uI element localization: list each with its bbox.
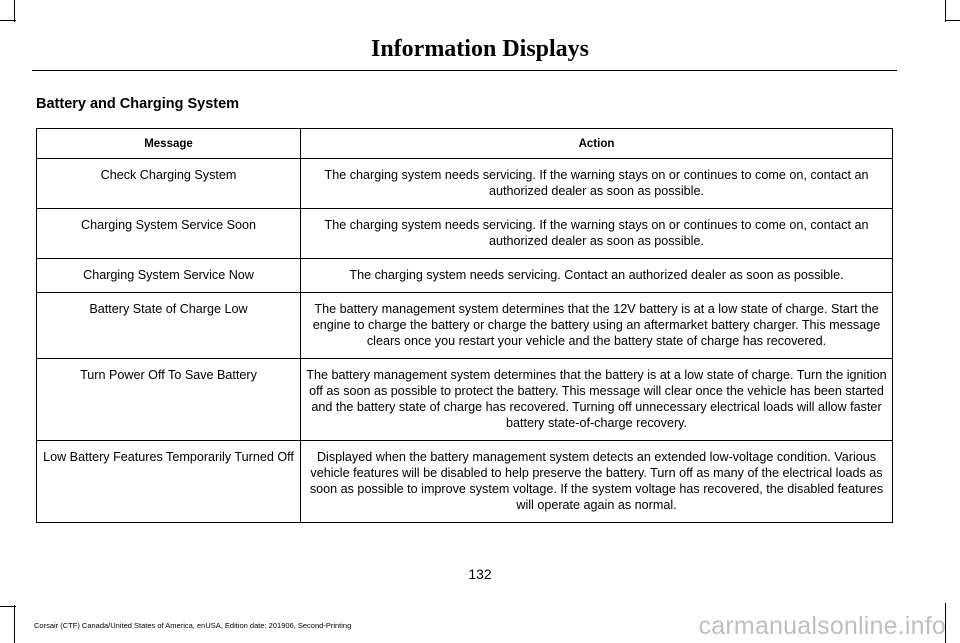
message-cell: Turn Power Off To Save Battery <box>37 359 301 441</box>
crop-mark-top-left-h <box>0 20 16 21</box>
action-cell: Displayed when the battery management system detects an extended low-voltage condition. Various vehicle features will be disabled to help preserve the battery. Turn off as many of the electrical loads as soon as possible to improve system voltage. If the system voltage has recovered, the disabled features will operate again as normal. <box>301 441 893 523</box>
message-cell: Charging System Service Soon <box>37 209 301 259</box>
message-cell: Low Battery Features Temporarily Turned Off <box>37 441 301 523</box>
page-header: Information Displays <box>370 36 590 62</box>
header-message: Message <box>37 129 301 159</box>
action-cell: The charging system needs servicing. If the warning stays on or continues to come on, contact an authorized dealer as soon as possible. <box>301 159 893 209</box>
crop-mark-bottom-left-v <box>14 605 15 643</box>
table-row <box>37 359 893 441</box>
table-row <box>37 441 893 523</box>
action-cell: The charging system needs servicing. Contact an authorized dealer as soon as possible. <box>301 259 893 293</box>
table-row <box>37 209 893 259</box>
section-title: Battery and Charging System <box>36 96 240 112</box>
action-cell: The battery management system determines that the battery is at a low state of charge. Turn the ignition off as soon as possible to protect the battery. This message will clear once the vehicle has been started and the battery state of charge has recovered. Turning off unnecessary electrical loads will allow faster battery state-of-charge recovery. <box>301 359 893 441</box>
action-cell: The charging system needs servicing. If the warning stays on or continues to come on, contact an authorized dealer as soon as possible. <box>301 209 893 259</box>
table-row <box>37 293 893 359</box>
message-cell: Battery State of Charge Low <box>37 293 301 359</box>
crop-mark-top-right-v <box>945 0 946 22</box>
table-row <box>37 259 893 293</box>
message-cell: Check Charging System <box>37 159 301 209</box>
crop-mark-top-right-h <box>945 20 960 21</box>
message-table <box>36 128 893 523</box>
crop-mark-top-left-v <box>14 0 15 22</box>
header-rule <box>32 70 897 71</box>
message-cell: Charging System Service Now <box>37 259 301 293</box>
table-row <box>37 159 893 209</box>
header-action: Action <box>301 129 893 159</box>
watermark: carmanualsonline.info <box>698 612 946 640</box>
action-cell: The battery management system determines that the 12V battery is at a low state of charge. Start the engine to charge the battery or charge the battery using an aftermarket battery charger. This message clears once you restart your vehicle and the battery state of charge has recovered. <box>301 293 893 359</box>
page-number: 132 <box>468 566 492 582</box>
crop-mark-bottom-left-h <box>0 606 16 607</box>
footer-edition-text: Corsair (CTF) Canada/United States of America, enUSA, Edition date: 201906, Second-Printing <box>34 621 352 630</box>
table-header-row <box>37 129 893 159</box>
